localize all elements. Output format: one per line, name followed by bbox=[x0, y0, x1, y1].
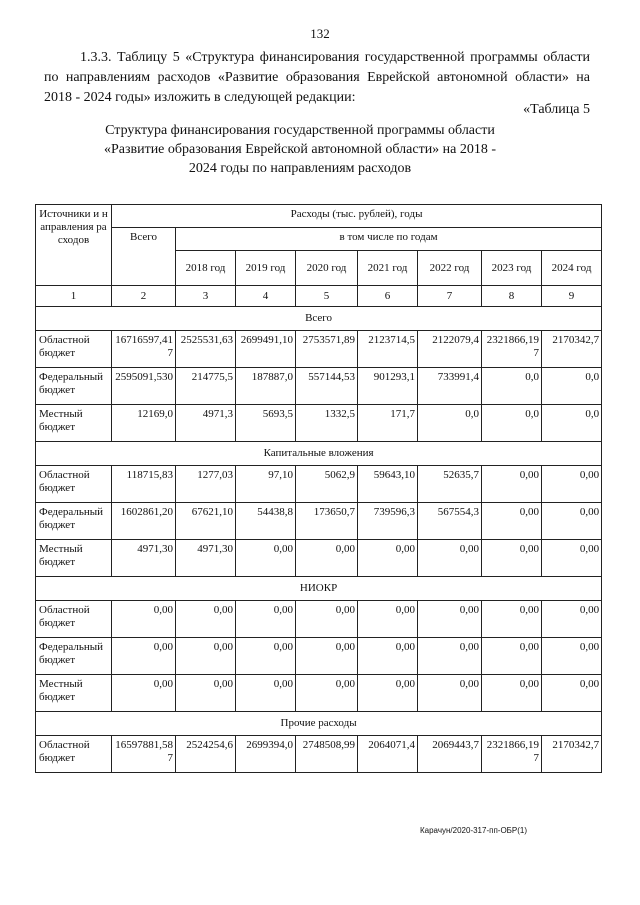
value-cell: 0,00 bbox=[482, 675, 542, 712]
table-row bbox=[36, 331, 602, 368]
value-cell: 0,00 bbox=[112, 675, 176, 712]
value-cell: 0,00 bbox=[418, 601, 482, 638]
value-cell: 2123714,5 bbox=[358, 331, 418, 368]
value-cell: 0,00 bbox=[358, 638, 418, 675]
value-cell: 0,00 bbox=[482, 540, 542, 577]
table-row bbox=[36, 503, 602, 540]
value-cell: 0,00 bbox=[176, 601, 236, 638]
table-row bbox=[36, 368, 602, 405]
value-cell: 5062,9 bbox=[296, 466, 358, 503]
value-cell: 0,00 bbox=[296, 638, 358, 675]
column-number: 9 bbox=[542, 286, 602, 307]
value-cell: 0,00 bbox=[482, 503, 542, 540]
value-cell: 0,00 bbox=[112, 601, 176, 638]
column-number: 2 bbox=[112, 286, 176, 307]
financing-table bbox=[35, 204, 602, 773]
value-cell: 2321866,197 bbox=[482, 736, 542, 773]
section-row bbox=[36, 577, 602, 601]
source-cell: Местный бюджет bbox=[36, 405, 112, 442]
value-cell: 2170342,7 bbox=[542, 331, 602, 368]
table-row bbox=[36, 405, 602, 442]
value-cell: 0,00 bbox=[542, 675, 602, 712]
section-title: Всего bbox=[36, 307, 602, 331]
table-row bbox=[36, 675, 602, 712]
header-expenses: Расходы (тыс. рублей), годы bbox=[112, 205, 602, 228]
value-cell: 2170342,7 bbox=[542, 736, 602, 773]
value-cell: 16716597,417 bbox=[112, 331, 176, 368]
header-year: 2024 год bbox=[542, 251, 602, 286]
value-cell: 0,00 bbox=[236, 601, 296, 638]
value-cell: 0,00 bbox=[236, 540, 296, 577]
value-cell: 0,00 bbox=[176, 675, 236, 712]
value-cell: 2748508,99 bbox=[296, 736, 358, 773]
value-cell: 0,00 bbox=[296, 540, 358, 577]
value-cell: 54438,8 bbox=[236, 503, 296, 540]
value-cell: 0,00 bbox=[296, 601, 358, 638]
value-cell: 2122079,4 bbox=[418, 331, 482, 368]
header-year: 2023 год bbox=[482, 251, 542, 286]
value-cell: 0,0 bbox=[482, 405, 542, 442]
value-cell: 0,00 bbox=[482, 638, 542, 675]
column-number: 8 bbox=[482, 286, 542, 307]
value-cell: 0,00 bbox=[418, 675, 482, 712]
page-number: 132 bbox=[310, 26, 330, 41]
value-cell: 0,00 bbox=[358, 601, 418, 638]
header-year: 2020 год bbox=[296, 251, 358, 286]
value-cell: 4971,30 bbox=[176, 540, 236, 577]
value-cell: 12169,0 bbox=[112, 405, 176, 442]
value-cell: 171,7 bbox=[358, 405, 418, 442]
value-cell: 0,00 bbox=[542, 540, 602, 577]
section-row bbox=[36, 712, 602, 736]
value-cell: 0,0 bbox=[418, 405, 482, 442]
value-cell: 2595091,530 bbox=[112, 368, 176, 405]
value-cell: 4971,30 bbox=[112, 540, 176, 577]
source-cell: Федеральный бюджет bbox=[36, 368, 112, 405]
source-cell: Областной бюджет bbox=[36, 331, 112, 368]
header-year: 2019 год bbox=[236, 251, 296, 286]
value-cell: 0,00 bbox=[296, 675, 358, 712]
value-cell: 0,00 bbox=[112, 638, 176, 675]
value-cell: 16597881,587 bbox=[112, 736, 176, 773]
value-cell: 0,00 bbox=[358, 675, 418, 712]
section-row bbox=[36, 442, 602, 466]
value-cell: 1602861,20 bbox=[112, 503, 176, 540]
section-title: Прочие расходы bbox=[36, 712, 602, 736]
value-cell: 52635,7 bbox=[418, 466, 482, 503]
table-row bbox=[36, 540, 602, 577]
source-cell: Местный бюджет bbox=[36, 675, 112, 712]
value-cell: 2064071,4 bbox=[358, 736, 418, 773]
section-row bbox=[36, 307, 602, 331]
value-cell: 0,00 bbox=[482, 466, 542, 503]
value-cell: 733991,4 bbox=[418, 368, 482, 405]
header-by-years: в том числе по годам bbox=[176, 228, 602, 251]
source-cell: Федеральный бюджет bbox=[36, 638, 112, 675]
value-cell: 5693,5 bbox=[236, 405, 296, 442]
value-cell: 901293,1 bbox=[358, 368, 418, 405]
table-label: «Таблица 5 bbox=[523, 102, 590, 117]
value-cell: 67621,10 bbox=[176, 503, 236, 540]
header-total: Всего bbox=[112, 228, 176, 286]
column-number: 5 bbox=[296, 286, 358, 307]
value-cell: 2525531,63 bbox=[176, 331, 236, 368]
value-cell: 0,00 bbox=[542, 466, 602, 503]
value-cell: 0,00 bbox=[176, 638, 236, 675]
value-cell: 0,00 bbox=[542, 503, 602, 540]
column-number: 3 bbox=[176, 286, 236, 307]
header-year: 2021 год bbox=[358, 251, 418, 286]
header-sources: Источники и направления расходов bbox=[36, 205, 112, 286]
value-cell: 2699394,0 bbox=[236, 736, 296, 773]
value-cell: 0,00 bbox=[542, 601, 602, 638]
value-cell: 0,00 bbox=[418, 540, 482, 577]
source-cell: Местный бюджет bbox=[36, 540, 112, 577]
column-number: 4 bbox=[236, 286, 296, 307]
value-cell: 0,00 bbox=[236, 638, 296, 675]
value-cell: 0,00 bbox=[482, 601, 542, 638]
value-cell: 2524254,6 bbox=[176, 736, 236, 773]
value-cell: 567554,3 bbox=[418, 503, 482, 540]
section-title: Капитальные вложения bbox=[36, 442, 602, 466]
value-cell: 214775,5 bbox=[176, 368, 236, 405]
source-cell: Федеральный бюджет bbox=[36, 503, 112, 540]
column-number: 7 bbox=[418, 286, 482, 307]
table-row bbox=[36, 601, 602, 638]
value-cell: 0,0 bbox=[542, 368, 602, 405]
intro-paragraph: 1.3.3. Таблицу 5 «Структура финансирования государственной программы области по направлениям расходов «Развитие образования Еврейской автономной области» на 2018 - 2024 годы» изложить в следующей редакции: bbox=[44, 50, 590, 105]
column-number: 1 bbox=[36, 286, 112, 307]
value-cell: 2069443,7 bbox=[418, 736, 482, 773]
value-cell: 2321866,197 bbox=[482, 331, 542, 368]
document-footer: Карачун/2020-317-пп-ОБР(1) bbox=[420, 826, 528, 835]
value-cell: 4971,3 bbox=[176, 405, 236, 442]
source-cell: Областной бюджет bbox=[36, 736, 112, 773]
value-cell: 97,10 bbox=[236, 466, 296, 503]
value-cell: 0,00 bbox=[418, 638, 482, 675]
table-heading: Структура финансирования государственной программы области «Развитие образования Еврейской автономной области» на 2018 - 2024 годы по направлениям расходов bbox=[103, 123, 497, 176]
table-row bbox=[36, 466, 602, 503]
column-number: 6 bbox=[358, 286, 418, 307]
value-cell: 0,0 bbox=[542, 405, 602, 442]
value-cell: 2753571,89 bbox=[296, 331, 358, 368]
value-cell: 0,00 bbox=[542, 638, 602, 675]
source-cell: Областной бюджет bbox=[36, 466, 112, 503]
table-row bbox=[36, 736, 602, 773]
value-cell: 0,00 bbox=[236, 675, 296, 712]
value-cell: 0,00 bbox=[358, 540, 418, 577]
value-cell: 0,0 bbox=[482, 368, 542, 405]
table-row bbox=[36, 638, 602, 675]
value-cell: 739596,3 bbox=[358, 503, 418, 540]
value-cell: 2699491,10 bbox=[236, 331, 296, 368]
header-year: 2022 год bbox=[418, 251, 482, 286]
value-cell: 173650,7 bbox=[296, 503, 358, 540]
section-title: НИОКР bbox=[36, 577, 602, 601]
header-year: 2018 год bbox=[176, 251, 236, 286]
value-cell: 1277,03 bbox=[176, 466, 236, 503]
source-cell: Областной бюджет bbox=[36, 601, 112, 638]
value-cell: 118715,83 bbox=[112, 466, 176, 503]
value-cell: 1332,5 bbox=[296, 405, 358, 442]
value-cell: 557144,53 bbox=[296, 368, 358, 405]
value-cell: 187887,0 bbox=[236, 368, 296, 405]
value-cell: 59643,10 bbox=[358, 466, 418, 503]
